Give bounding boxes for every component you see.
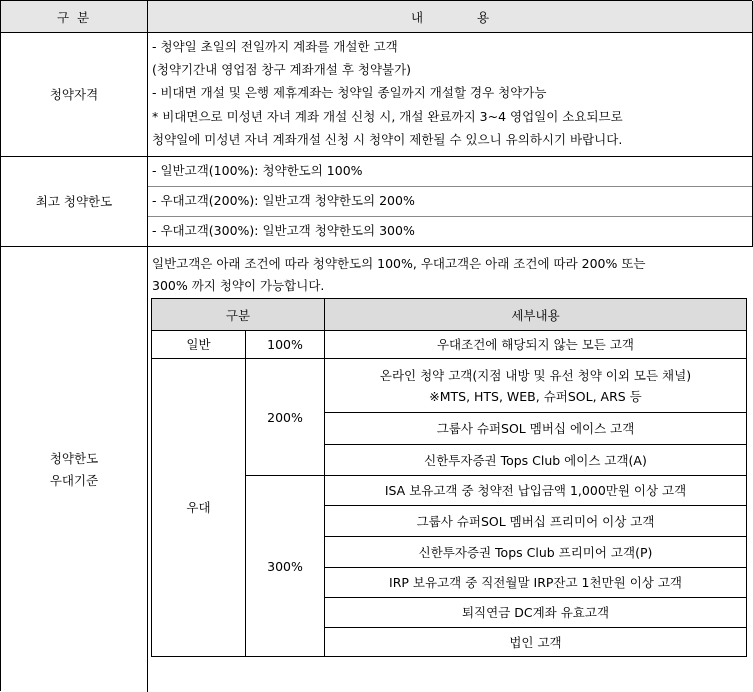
eligibility-label-text: 청약자격 xyxy=(49,87,99,102)
tier300-detail-1: ISA 보유고객 중 청약전 납입금액 1,000만원 이상 고객 xyxy=(384,483,687,498)
eligibility-line-4: * 비대면으로 미성년 자녀 계좌 개설 신청 시, 개설 완료까지 3~4 영업일이 소요되므로 xyxy=(152,109,623,124)
limit-line-2: - 우대고객(200%): 일반고객 청약한도의 200% xyxy=(152,193,415,208)
eligibility-line-3: - 비대면 개설 및 은행 제휴계좌는 청약일 종일까지 개설할 경우 청약가능 xyxy=(152,85,547,100)
eligibility-line-1: - 청약일 초일의 전일까지 계좌를 개설한 고객 xyxy=(152,39,398,54)
tier300-detail-2: 그룹사 슈퍼SOL 멤버십 프리미어 이상 고객 xyxy=(416,513,655,529)
eligibility-line-2: (청약기간내 영업점 창구 계좌개설 후 청약불가) xyxy=(152,62,412,77)
general-detail: 우대조건에 해당되지 않는 모든 고객 xyxy=(436,337,635,352)
inner-header-category-text: 구분 xyxy=(225,307,251,323)
tier200-detail-4: 신한투자증권 Tops Club 에이스 고객(A) xyxy=(424,452,647,468)
eligibility-line-5: 청약일에 미성년 자녀 계좌개설 신청 시 청약이 제한될 수 있으니 유의하시기 바랍니다. xyxy=(152,132,623,147)
tier300-detail-4: IRP 보유고객 중 직전월말 IRP잔고 1천만원 이상 고객 xyxy=(389,575,682,590)
inner-header-detail-text: 세부내용 xyxy=(511,307,560,323)
inner-header-detail xyxy=(325,299,746,330)
preferred-label xyxy=(1,247,147,692)
preferred-criteria-table xyxy=(151,298,747,657)
limit-line-separator-1 xyxy=(148,186,752,187)
tier300-detail-3: 신한투자증권 Tops Club 프리미어 고객(P) xyxy=(418,544,653,560)
limit-label-text: 최고 청약한도 xyxy=(35,193,113,209)
preferred-intro-line-1: 일반고객은 아래 조건에 따라 청약한도의 100%, 우대고객은 아래 조건에 따라 200% 또는 xyxy=(152,256,646,271)
general-type: 일반 xyxy=(186,337,211,352)
tier300-detail-5: 퇴직연금 DC계좌 유효고객 xyxy=(461,605,610,620)
tier200-detail-3: 그룹사 슈퍼SOL 멤버십 에이스 고객 xyxy=(436,421,635,436)
limit-line-3: - 우대고객(300%): 일반고객 청약한도의 300% xyxy=(152,223,415,238)
eligibility-label xyxy=(1,34,147,156)
limit-line-1: - 일반고객(100%): 청약한도의 100% xyxy=(152,163,363,178)
tier300-detail-6: 법인 고객 xyxy=(509,634,562,650)
header-category-cell xyxy=(1,1,147,33)
tier200-rate: 200% xyxy=(267,409,303,425)
tier300-rate: 300% xyxy=(267,558,303,574)
preferred-label-line1: 청약한도 xyxy=(49,450,99,466)
column-divider xyxy=(147,1,148,692)
tier200-detail-2: ※MTS, HTS, WEB, 슈퍼SOL, ARS 등 xyxy=(429,388,642,404)
tier200-detail-online xyxy=(325,359,746,412)
preferred-type: 우대 xyxy=(186,500,211,515)
preferred-label-line2: 우대기준 xyxy=(49,472,99,488)
preferred-intro-line-2: 300% 까지 청약이 가능합니다. xyxy=(152,278,325,293)
inner-header-category xyxy=(152,299,324,330)
general-rate: 100% xyxy=(267,337,303,352)
limit-line-separator-2 xyxy=(148,216,752,217)
header-category: 구 분 xyxy=(56,9,92,25)
limit-label xyxy=(1,157,147,246)
header-content-cell xyxy=(147,1,753,33)
tier200-detail-1: 온라인 청약 고객(지점 내방 및 유선 청약 이외 모든 채널) xyxy=(379,367,692,383)
header-content: 내 용 xyxy=(410,9,490,25)
